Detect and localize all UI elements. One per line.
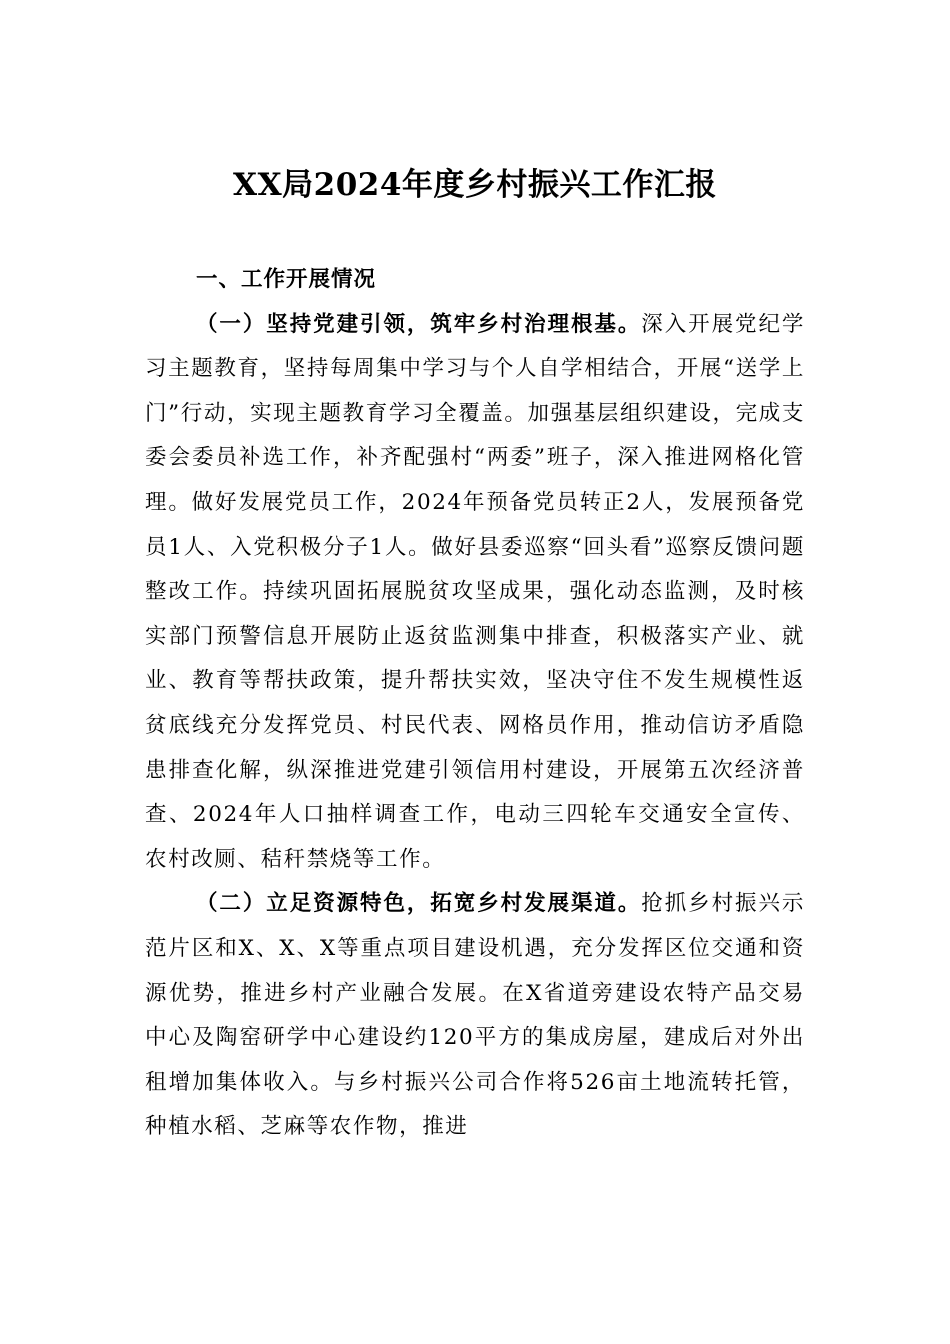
paragraph-2-body: 抢抓乡村振兴示范片区和X、X、X等重点项目建设机遇，充分发挥区位交通和资源优势，推进乡村产业融合发展。在X省道旁建设农特产品交易中心及陶窑研学中心建设约120平方的集成房屋，建成后对外出租增加集体收入。与乡村振兴公司合作将526亩土地流转托管，种植水稻、芝麻等农作物，推进 (145, 891, 805, 1140)
paragraph-1-lead: （一）坚持党建引领，筑牢乡村治理根基。 (196, 311, 642, 337)
paragraph-2-lead: （二）立足资源特色，拓宽乡村发展渠道。 (196, 891, 642, 917)
section-heading: 一、工作开展情况 (196, 267, 377, 292)
paragraph-2 (145, 882, 805, 1150)
paragraph-1-body: 深入开展党纪学习主题教育，坚持每周集中学习与个人自学相结合，开展“送学上门”行动，实现主题教育学习全覆盖。加强基层组织建设，完成支委会委员补选工作，补齐配强村“两委”班子，深入推进网格化管理。做好发展党员工作，2024年预备党员转正2人，发展预备党员1人、入党积极分子1人。做好县委巡察“回头看”巡察反馈问题整改工作。持续巩固拓展脱贫攻坚成果，强化动态监测，及时核实部门预警信息开展防止返贫监测集中排查，积极落实产业、就业、教育等帮扶政策，提升帮扶实效，坚决守住不发生规模性返贫底线充分发挥党员、村民代表、网格员作用，推动信访矛盾隐患排查化解，纵深推进党建引领信用村建设，开展第五次经济普查、2024年人口抽样调查工作，电动三四轮车交通安全宣传、农村改厕、秸秆禁烧等工作。 (145, 311, 805, 872)
document-body (145, 258, 805, 1150)
document-title: XX局2024年度乡村振兴工作汇报 (233, 167, 717, 203)
paragraph-1 (145, 303, 805, 883)
